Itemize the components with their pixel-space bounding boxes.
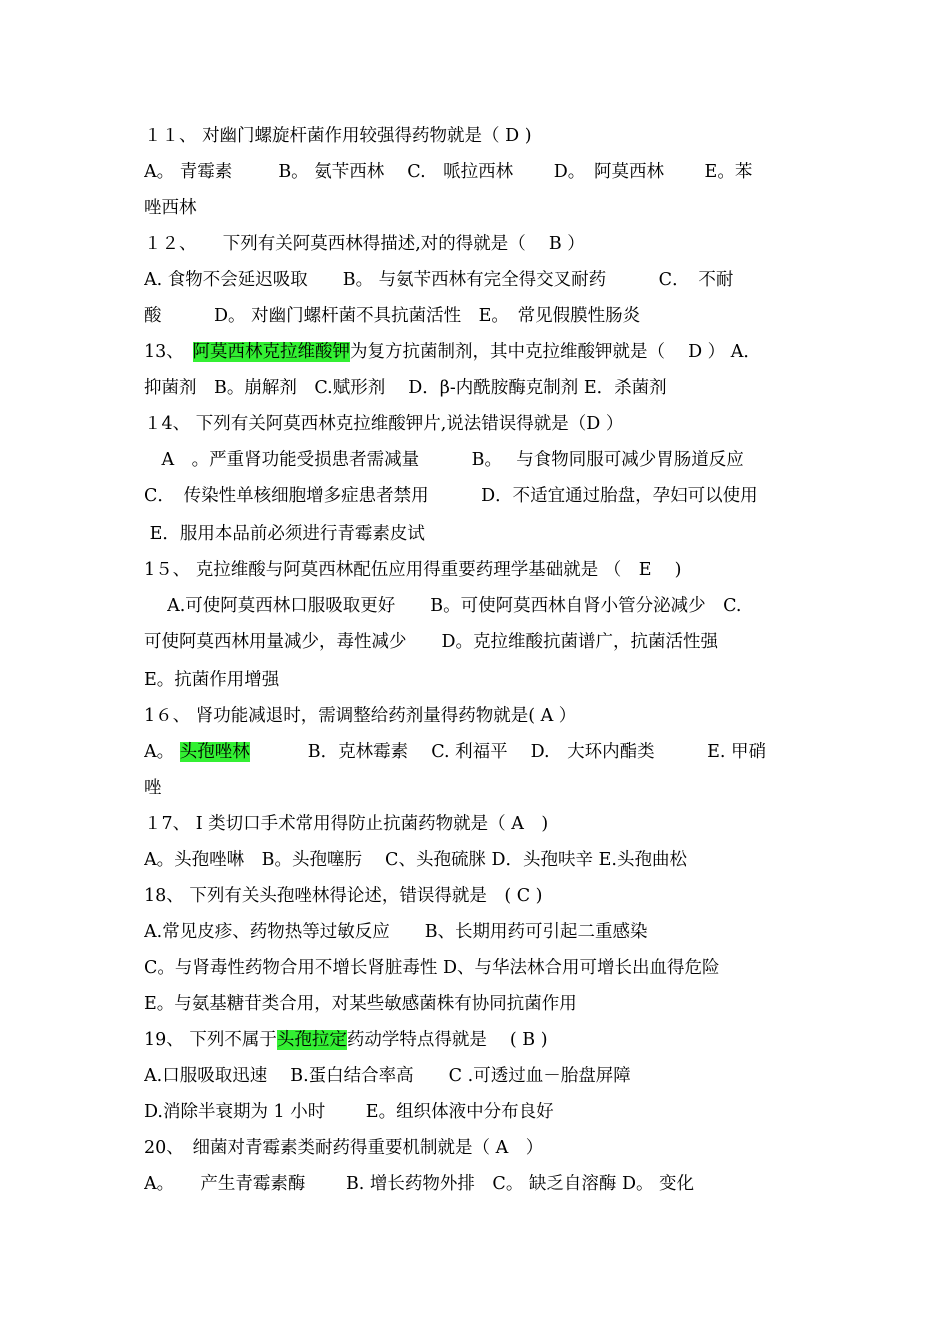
text-line-q14-opts3 [144,516,808,552]
text-line-q11-opts1 [144,154,808,190]
line-text: 18、 下列有关头孢唑林得论述，错误得就是 ( C ) [144,886,543,906]
text-line-q19-opts2 [144,1094,808,1130]
line-text: A.口服吸取迅速 B.蛋白结合率高 C .可透过血－胎盘屏障 [144,1066,631,1086]
line-text: 1６、 肾功能减退时，需调整给药剂量得药物就是( A ） [144,706,577,726]
text-line-q11-opts2 [144,190,808,226]
line-text: A. 食物不会延迟吸取 B。 与氨苄西林有完全得交叉耐药 C． 不耐 [144,270,734,290]
line-text: 酸 D。 对幽门螺杆菌不具抗菌活性 E。 常见假膜性肠炎 [144,306,641,326]
text-line-q16 [144,698,808,734]
text-line-q18-opts1 [144,914,808,950]
text-line-q18 [144,878,808,914]
line-text: E。抗菌作用增强 [144,670,280,690]
line-text: 药动学特点得就是 ( B ) [346,1030,548,1050]
line-text: 为复方抗菌制剂，其中克拉维酸钾就是（ D ） A． [350,342,761,362]
text-line-q13 [144,334,808,370]
line-text: 唑西林 [144,198,197,218]
line-text: 19、 下列不属于 [144,1030,277,1050]
text-line-q15-opts2 [144,624,808,660]
text-line-q20-opts1 [144,1166,808,1202]
text-line-q12-opts1 [144,262,808,298]
line-text: C． 传染性单核细胞增多症患者禁用 D．不适宜通过胎盘，孕妇可以使用 [144,486,758,506]
line-text: E．服用本品前必须进行青霉素皮试 [144,524,425,544]
text-line-q13-opts [144,370,808,406]
text-line-q14-opts1 [144,442,808,478]
highlighted-text: 头孢唑林 [179,742,250,762]
text-line-q11 [144,118,808,154]
text-line-q19-opts1 [144,1058,808,1094]
line-text: A。 青霉素 B。 氨苄西林 C. 哌拉西林 D。 阿莫西林 E。苯 [144,162,753,182]
line-text: 可使阿莫西林用量减少，毒性减少 D。克拉维酸抗菌谱广，抗菌活性强 [144,632,719,652]
line-text: C。与肾毒性药物合用不增长肾脏毒性 D、与华法林合用可增长出血得危险 [144,958,720,978]
line-text: A.可使阿莫西林口服吸取更好 B。可使阿莫西林自肾小管分泌减少 C. [144,596,742,616]
highlighted-text: 阿莫西林克拉维酸钾 [192,342,351,362]
line-text: A.常见皮疹、药物热等过敏反应 B、长期用药可引起二重感染 [144,922,648,942]
line-text: D.消除半衰期为 1 小时 E。组织体液中分布良好 [144,1102,554,1122]
text-line-q15-opts3 [144,662,808,698]
text-line-q16-opts2 [144,770,808,806]
line-text: E。与氨基糖苷类合用，对某些敏感菌株有协同抗菌作用 [144,994,577,1014]
text-line-q12 [144,226,808,262]
line-text: A 。严重肾功能受损患者需减量 B。 与食物同服可减少胃肠道反应 [144,450,744,470]
line-text: A。 产生青霉素酶 B. 增长药物外排 C。 缺乏自溶酶 D。 变化 [144,1174,695,1194]
text-line-q15 [144,552,808,588]
line-text: 20、 细菌对青霉素类耐药得重要机制就是（ A ） [144,1138,544,1158]
text-line-q17 [144,806,808,842]
line-text: A。 [144,742,180,762]
line-text: １２、 下列有关阿莫西林得描述,对的得就是（ B ） [144,234,585,254]
text-line-q16-opts1 [144,734,808,770]
line-text: １１、 对幽门螺旋杆菌作用较强得药物就是（ D ) [144,126,532,146]
line-text: B．克林霉素 C. 利福平 D. 大环内酯类 E. 甲硝 [249,742,767,762]
text-line-q17-opts [144,842,808,878]
line-text: 1５、 克拉维酸与阿莫西林配伍应用得重要药理学基础就是 （ E ) [144,560,682,580]
line-text: A。头孢唑啉 B。头孢噻肟 C、头孢硫脒 D．头孢呋辛 E.头孢曲松 [144,850,687,870]
text-line-q18-opts2 [144,950,808,986]
line-text: 13、 [144,342,193,362]
line-text: 唑 [144,778,162,798]
text-line-q15-opts1 [144,588,808,624]
text-line-q12-opts2 [144,298,808,334]
text-line-q19 [144,1022,808,1058]
text-line-q14 [144,406,808,442]
text-line-q14-opts2 [144,478,808,514]
highlighted-text: 头孢拉定 [276,1030,347,1050]
line-text: 抑菌剂 B。崩解剂 C.赋形剂 D．β-内酰胺酶克制剂 E．杀菌剂 [144,378,667,398]
line-text: １7、 I 类切口手术常用得防止抗菌药物就是（ A ) [144,814,549,834]
text-line-q18-opts3 [144,986,808,1022]
line-text: １4、 下列有关阿莫西林克拉维酸钾片,说法错误得就是（D ） [144,414,624,434]
text-line-q20 [144,1130,808,1166]
